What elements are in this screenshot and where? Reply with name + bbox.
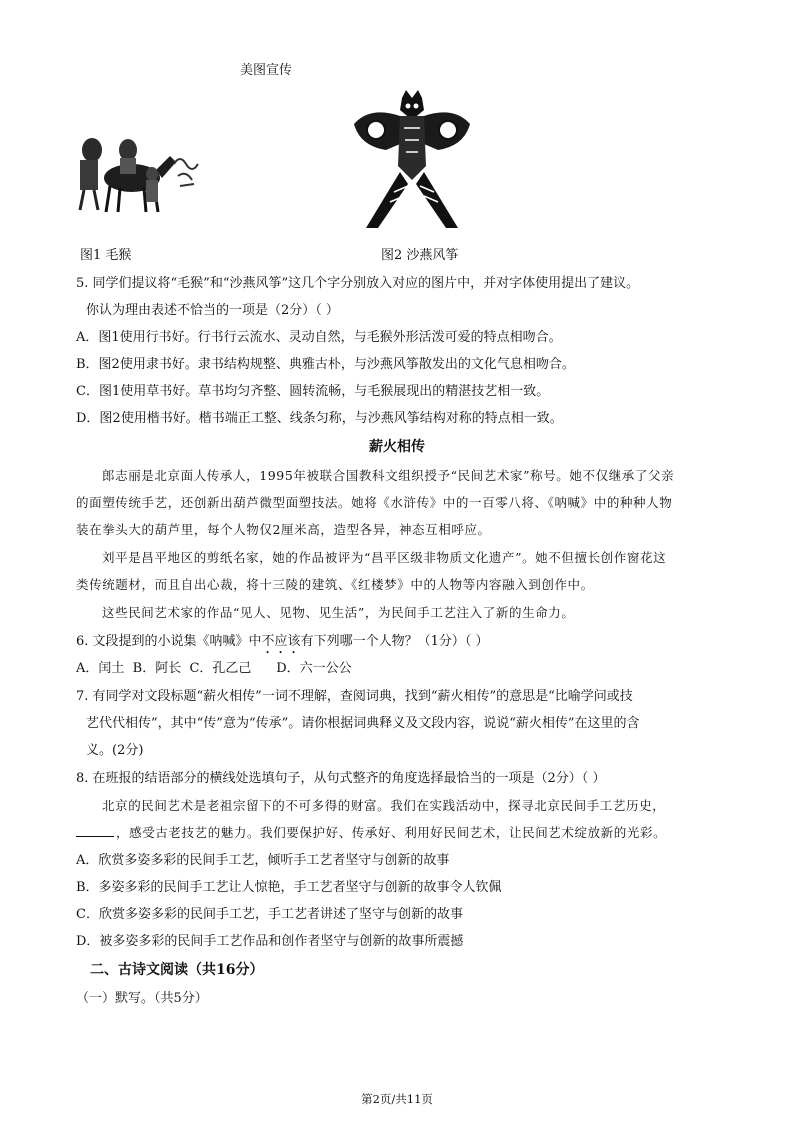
passage-p2-line2: 类传统题材，而且自出心裁，将十三陵的建筑、《红楼梦》中的人物等内容融入到创作中。 [76,577,594,592]
section-2-heading: 二、古诗文阅读（共16分） [90,962,264,978]
q5-option-c: C．图1使用草书好。草书均匀齐整、圆转流畅，与毛猴展现出的精湛技艺相一致。 [76,384,550,399]
q8-option-a: A．欣赏多姿多彩的民间手工艺，倾听手工艺者坚守与创新的故事 [76,853,450,868]
q5-stem-line1: 5. 同学们提议将“毛猴”和“沙燕风筝”这几个字分别放入对应的图片中，并对字体使用提出了建议。 [76,276,640,291]
q8-stem: 8. 在班报的结语部分的横线处选填句子，从句式整齐的角度选择最恰当的一项是（2分）（ ） [76,771,606,786]
fill-in-blank[interactable] [76,824,114,837]
figure-2-kite-image [350,88,474,236]
q5-option-b: B．图2使用隶书好。隶书结构规整、典雅古朴，与沙燕风筝散发出的文化气息相吻合。 [76,357,575,372]
q7-line1: 7. 有同学对文段标题“薪火相传”一词不理解，查阅词典，找到“薪火相传”的意思是“比喻学问或技 [76,689,633,704]
section-2-subheading: （一）默写。（共5分） [76,991,208,1006]
q8-option-c: C．欣赏多姿多彩的民间手工艺，手工艺者讲述了坚守与创新的故事 [76,907,463,922]
q7-line3: 义。(2分) [86,743,144,758]
q6-options: A．闰土 B．阿长 C．孔乙己 D．六一公公 [76,661,352,676]
passage-p3-line1: 这些民间艺术家的作品“见人、见物、见生活”，为民间手工艺注入了新的生命力。 [102,605,575,620]
passage-title: 薪火相传 [369,439,425,455]
passage-p2-line1: 刘平是昌平地区的剪纸名家，她的作品被评为“昌平区级非物质文化遗产”。她不但擅长创作窗花这 [102,550,667,565]
q5-stem-line2: 你认为理由表述不恰当的一项是（2分）（ ） [86,303,339,318]
figure-1-monkey-image [70,112,350,222]
q8-quote-line2 [76,824,666,842]
q6-stem [76,633,488,657]
page-number: 第2页/共11页 [361,1092,433,1106]
q8-quote-line1: 北京的民间艺术是老祖宗留下的不可多得的财富。我们在实践活动中，探寻北京民间手工艺历史， [102,798,666,813]
figure-2-caption: 图2 沙燕风筝 [381,248,459,263]
banner-caption: 美图宣传 [240,63,293,78]
q6-stem-part-a: 6. 文段提到的小说集《呐喊》中 [76,634,262,649]
q7-line2: 艺代代相传”，其中“传”意为“传承”。请你根据词典释义及文段内容，说说“薪火相传”在这里的含 [86,716,640,731]
q8-option-b: B．多姿多彩的民间手工艺让人惊艳，手工艺者坚守与创新的故事令人钦佩 [76,880,502,895]
passage-p1-line2: 的面塑传统手艺，还创新出葫芦微型面塑技法。她将《水浒传》中的一百零八将、《呐喊》中的种种人物 [76,495,673,510]
q5-option-d: D．图2使用楷书好。楷书端正工整、线条匀称，与沙燕风筝结构对称的特点相一致。 [76,411,563,426]
passage-p1-line1: 郎志丽是北京面人传承人，1995年被联合国教科文组织授予“民间艺术家”称号。她不仅继承了父亲 [102,468,675,483]
q6-stem-part-b: 有下列哪一个人物？（1分）（ ） [300,634,489,649]
figure-1-caption: 图1 毛猴 [80,248,132,263]
q8-option-d: D．被多姿多彩的民间手工艺作品和创作者坚守与创新的故事所震撼 [76,934,464,949]
q5-option-a: A．图1使用行书好。行书行云流水、灵动自然，与毛猴外形活泼可爱的特点相吻合。 [76,330,562,345]
passage-p1-line3: 装在拳头大的葫芦里，每个人物仅2厘米高，造型各异，神态互相呼应。 [76,522,491,537]
q6-stem-emphasis: 不应该 [261,634,301,649]
q8-quote-line2-text: ，感受古老技艺的魅力。我们要保护好、传承好、利用好民间艺术，让民间艺术绽放新的光彩。 [116,825,667,840]
